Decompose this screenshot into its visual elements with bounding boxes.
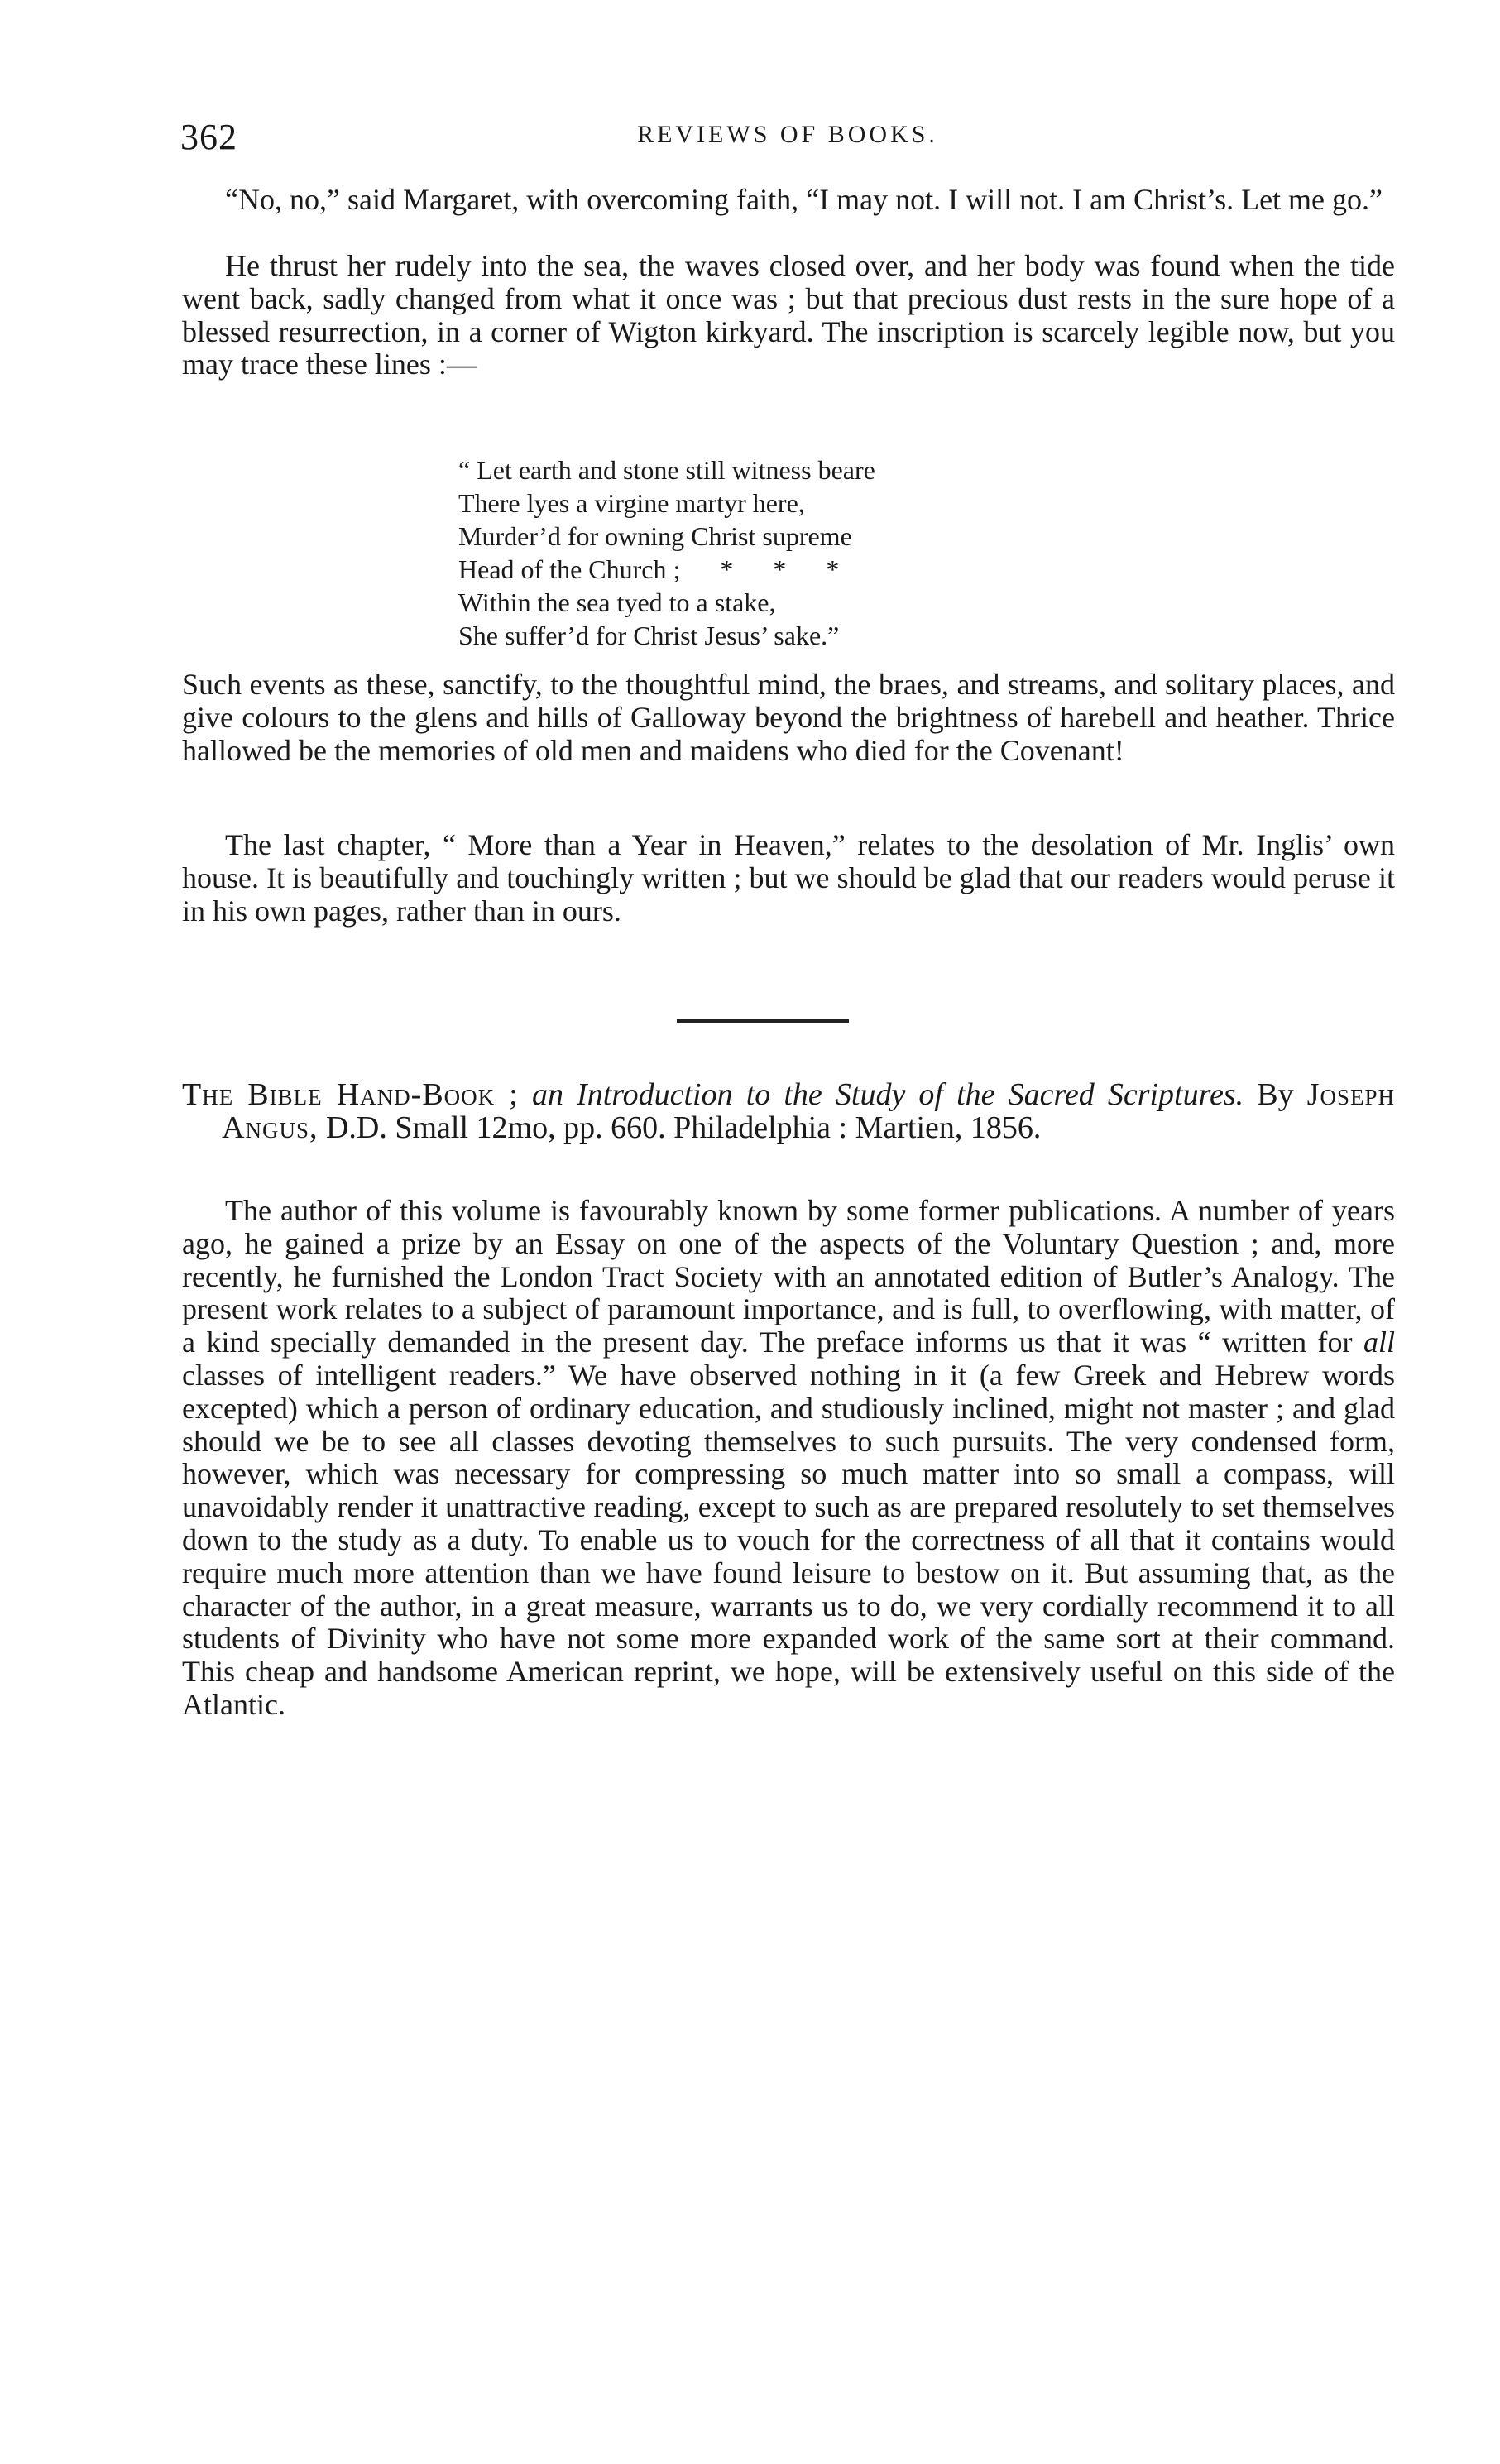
page-number: 362 — [180, 117, 237, 157]
paragraph-last-chapter — [182, 829, 1395, 928]
paragraph-martyrdom — [182, 250, 1395, 381]
paragraph-text: The last chapter, “ More than a Year in Heaven,” relates to the desolation of Mr. Inglis’ own house. It is beautifully and touchingly written ; but we should be glad that our readers would peruse it in his own pages, rather than in ours. — [182, 828, 1395, 928]
paragraph-text-part: classes of intelligent readers.” We have observed nothing in it (a few Greek and Hebrew words excepted) which a person of ordinary education, and studiously inclined, might not master ; and glad should we be to see all classes devoting themselves to such pursuits. The very condensed form, however, which was necessary for compressing so much matter into so small a compass, will unavoidably render it unattractive reading, except to such as are prepared resolutely to set themselves down to the study as a duty. To enable us to vouch for the correctness of all that it contains would require much more attention than we have found leisure to bestow on it. But assuming that, as the character of the author, in a great measure, warrants us to do, we very cordially recommend it to all students of Divinity who have not some more expanded work of the same sort at their command. This cheap and handsome American reprint, we hope, will be extensively useful on this side of the Atlantic. — [182, 1358, 1395, 1721]
poem-line: Within the sea tyed to a stake, — [458, 587, 776, 617]
by-label: By — [1244, 1077, 1307, 1112]
paragraph-emphasis: all — [1363, 1325, 1395, 1359]
poem-line: “ Let earth and stone still witness beare — [458, 455, 875, 485]
poem-line: Murder’d for owning Christ supreme — [458, 521, 852, 551]
paragraph-text — [182, 1195, 1395, 1722]
book-details: D.D. Small 12mo, pp. 660. Philadelphia : Martien, 1856. — [318, 1110, 1042, 1145]
poem-line: There lyes a virgine martyr here, — [458, 488, 805, 518]
section-divider — [677, 1019, 849, 1023]
paragraph-text-part: The author of this volume is favourably known by some former publications. A number of years ago, he gained a prize by an Essay on one of the aspects of the Voluntary Question ; and, more recently, he furnished the London Tract Society with an annotated edition of Butler’s Analogy. The present work relates to a subject of paramount importance, and is full, to overflowing, with matter, of a kind specially demanded in the present day. The preface informs us that it was “ written for — [182, 1194, 1395, 1359]
running-head — [180, 116, 1395, 165]
running-title: REVIEWS OF BOOKS. — [637, 121, 938, 148]
poem-line: She suffer’d for Christ Jesus’ sake.” — [458, 621, 840, 650]
book-subtitle: an Introduction to the Study of the Sacred Scriptures. — [518, 1077, 1244, 1112]
book-title: The Bible Hand-Book ; — [182, 1077, 519, 1112]
paragraph-galloway — [182, 669, 1395, 767]
poem-line: Head of the Church ; * * * — [458, 554, 840, 584]
book-author: Joseph Angus, — [222, 1077, 1396, 1145]
review-heading — [182, 1078, 1395, 1144]
paragraph-text: Such events as these, sanctify, to the thoughtful mind, the braes, and streams, and solitary places, and give colours to the glens and hills of Galloway beyond the brightness of harebell and heather. Thrice hallowed be the memories of old men and maidens who died for the Covenant! — [182, 668, 1395, 767]
paragraph-text: “No, no,” said Margaret, with overcoming faith, “I may not. I will not. I am Christ’s. Let me go.” — [225, 183, 1383, 216]
paragraph-text: He thrust her rudely into the sea, the waves closed over, and her body was found when the tide went back, sadly changed from what it once was ; but that precious dust rests in the sure hope of a blessed resurrection, in a corner of Wigton kirkyard. The inscription is scarcely legible now, but you may trace these lines :— — [182, 249, 1395, 381]
paragraph-margaret-reply — [182, 184, 1395, 217]
epitaph-poem — [458, 453, 1203, 652]
paragraph-review-body — [182, 1195, 1395, 1722]
